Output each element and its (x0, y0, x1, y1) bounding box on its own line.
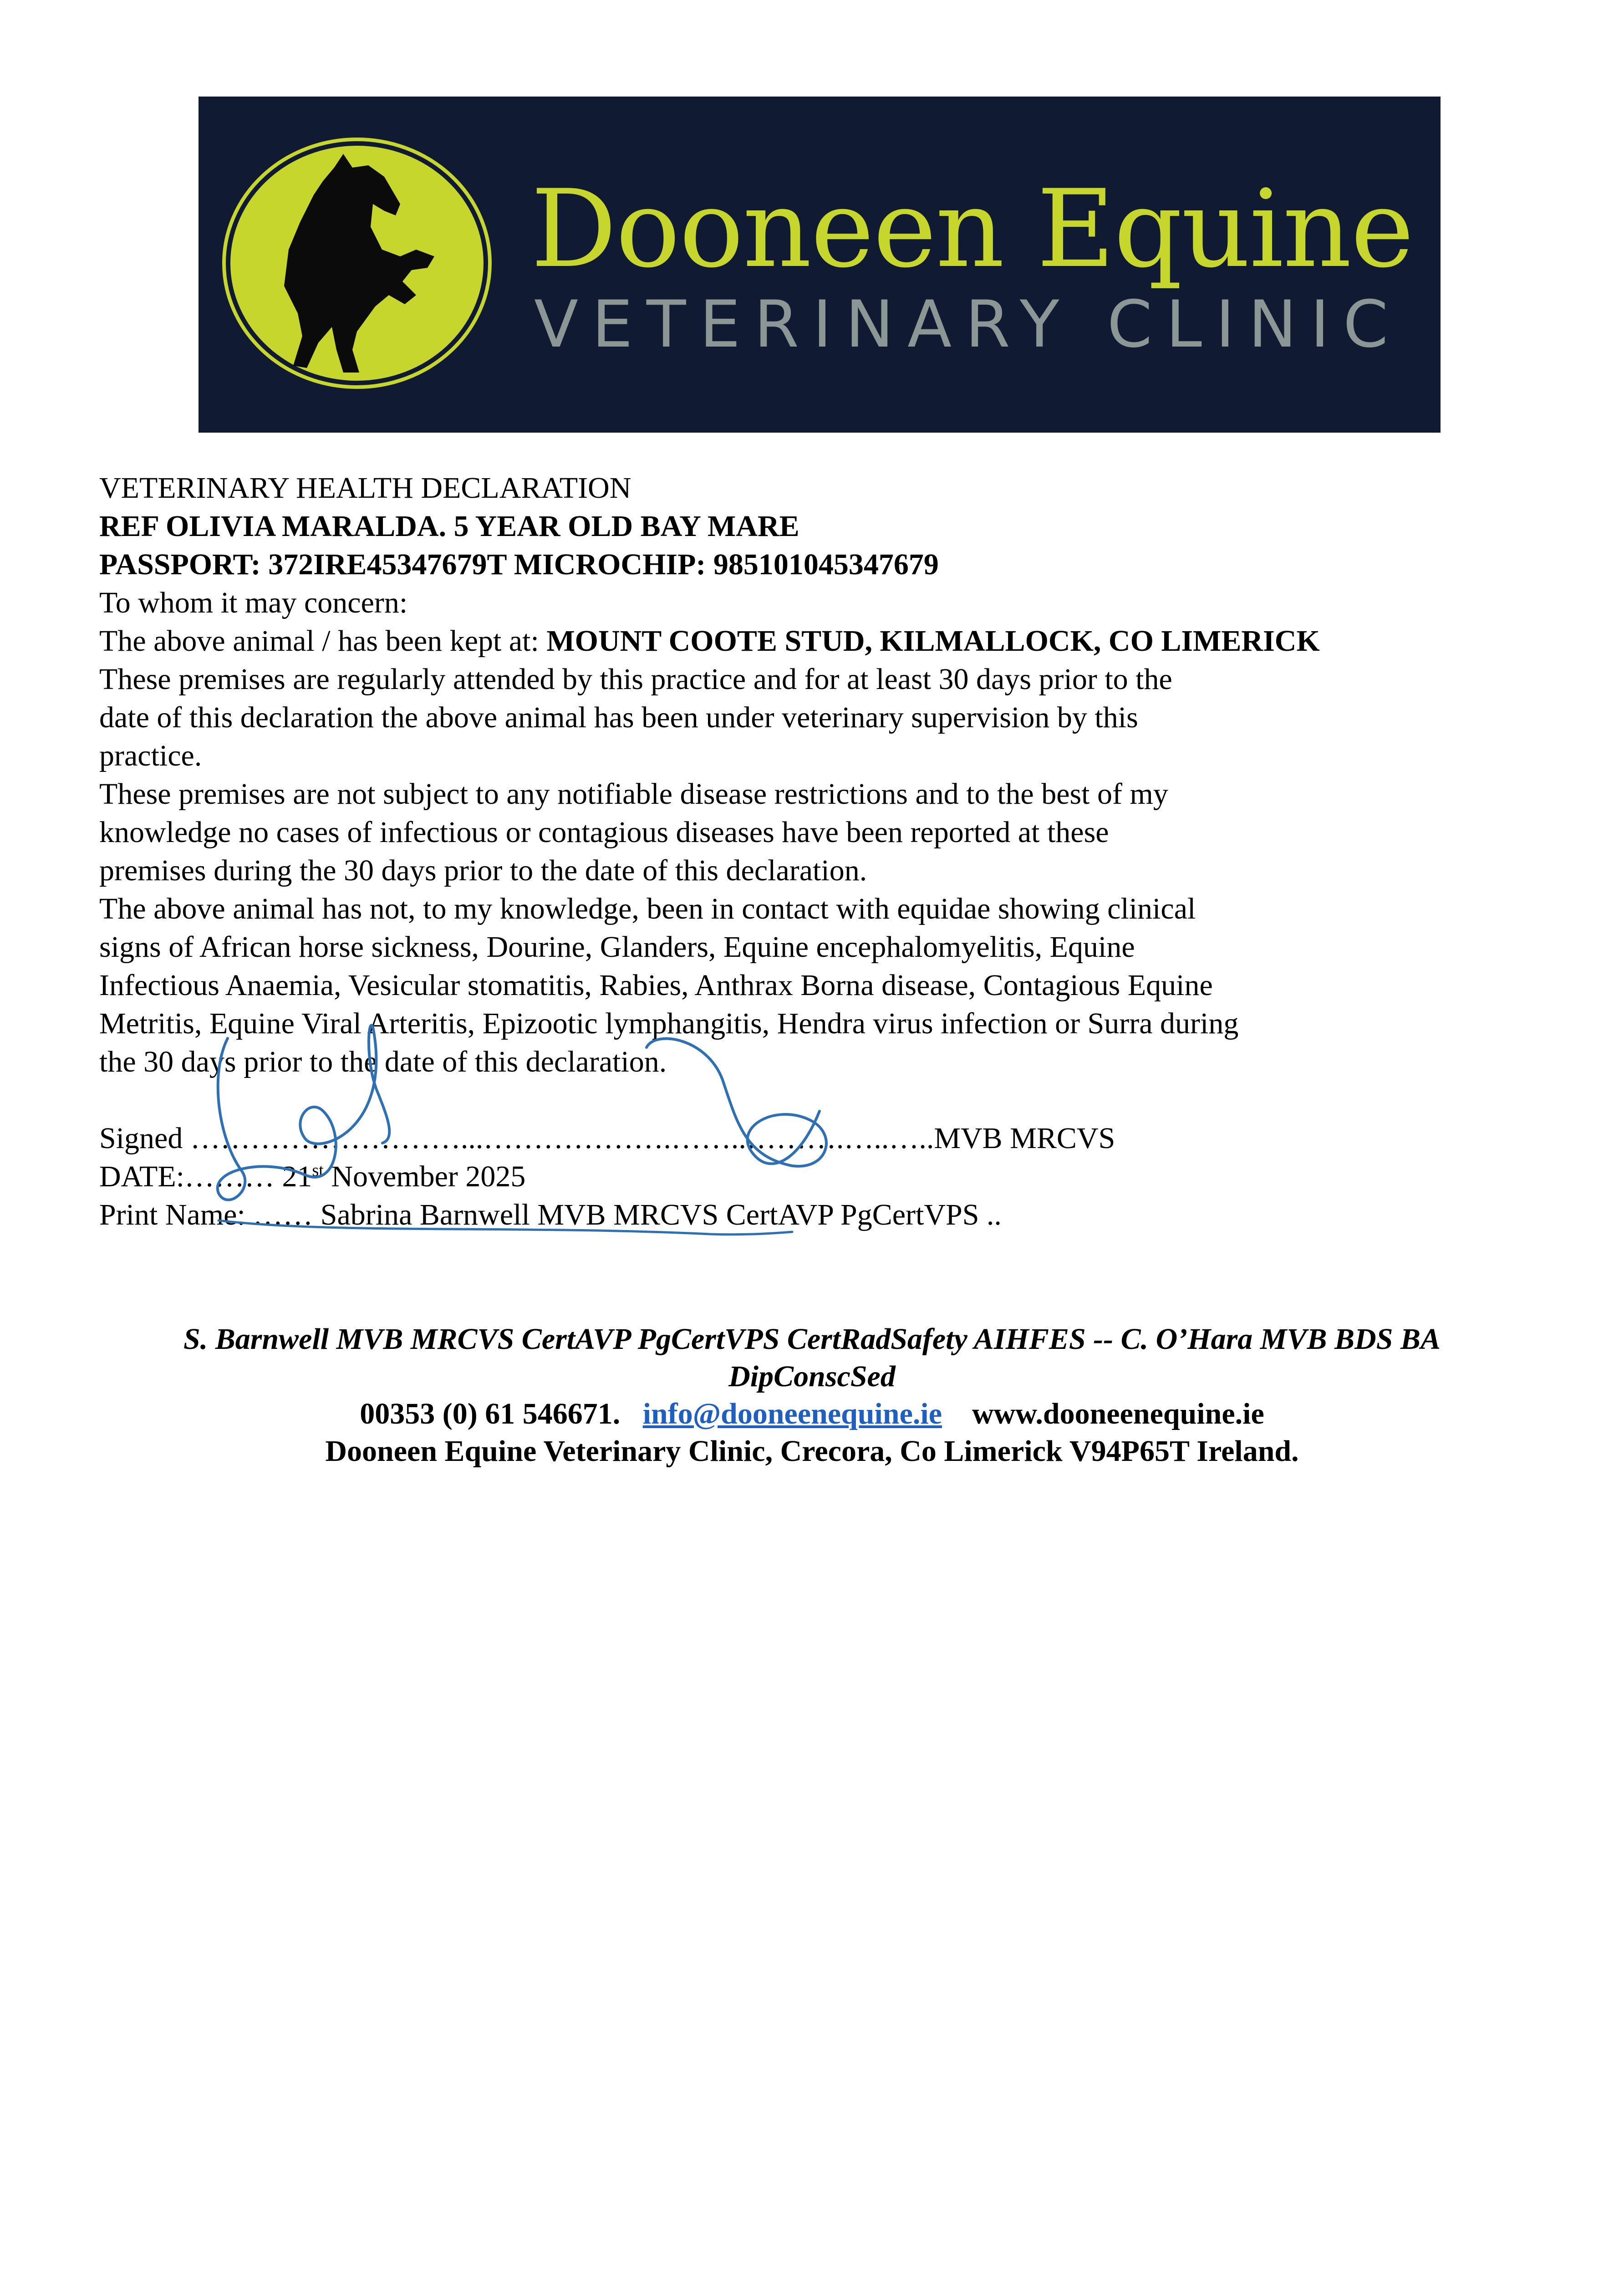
document-title: VETERINARY HEALTH DECLARATION (99, 471, 631, 505)
paragraph-line: practice. (99, 739, 202, 772)
phone-number: 00353 (0) 61 546671. (360, 1397, 621, 1430)
paragraph-line: The above animal has not, to my knowledge, been in contact with equidae showing clinical (99, 892, 1196, 925)
paragraph-line: date of this declaration the above animal has been under veterinary supervision by this (99, 701, 1138, 734)
email-link[interactable]: info@dooneenequine.ie (642, 1397, 942, 1430)
date-ordinal: st (312, 1161, 324, 1180)
paragraph-line: knowledge no cases of infectious or contagious diseases have been reported at these (99, 816, 1109, 849)
print-name-line: Print Name: …… Sabrina Barnwell MVB MRCVS CertAVP PgCertVPS .. (99, 1198, 1002, 1231)
contact-line (91, 1395, 1533, 1433)
signed-line: Signed ………………………...……………….……..……….…..…..MVB MRCVS (99, 1122, 1115, 1155)
rearing-horse-icon (220, 136, 494, 391)
kept-at-prefix: The above animal / has been kept at: (99, 624, 547, 658)
paragraph-line: the 30 days prior to the date of this declaration. (99, 1045, 667, 1078)
paragraph-line: signs of African horse sickness, Dourine, Glanders, Equine encephalomyelitis, Equine (99, 930, 1135, 964)
website-text: www.dooneenequine.ie (972, 1397, 1264, 1430)
kept-at-line (99, 622, 1511, 660)
footer (91, 1321, 1533, 1470)
kept-at-location: MOUNT COOTE STUD, KILMALLOCK, CO LIMERICK (546, 624, 1320, 658)
paragraph-line: These premises are regularly attended by this practice and for at least 30 days prior to the (99, 663, 1172, 696)
paragraph-line: premises during the 30 days prior to the date of this declaration. (99, 854, 867, 887)
passport-line: PASSPORT: 372IRE45347679T MICROCHIP: 985101045347679 (99, 548, 939, 581)
header-banner (199, 97, 1441, 433)
paragraph-line: Infectious Anaemia, Vesicular stomatitis, Rabies, Anthrax Borna disease, Contagious Equine (99, 969, 1213, 1002)
clinic-name: Dooneen Equine (531, 167, 1413, 291)
address-line: Dooneen Equine Veterinary Clinic, Crecora, Co Limerick V94P65T Ireland. (325, 1435, 1299, 1468)
date-suffix: November 2025 (323, 1160, 526, 1193)
vets-credentials-line: S. Barnwell MVB MRCVS CertAVP PgCertVPS CertRadSafety AIHFES -- C. O’Hara MVB BDS BA (183, 1322, 1441, 1356)
reference-line: REF OLIVIA MARALDA. 5 YEAR OLD BAY MARE (99, 510, 799, 543)
vets-credentials-line: DipConscSed (728, 1360, 896, 1393)
salutation: To whom it may concern: (99, 586, 408, 619)
paragraph-line: These premises are not subject to any notifiable disease restrictions and to the best of my (99, 777, 1168, 811)
paragraph-line: Metritis, Equine Viral Arteritis, Epizootic lymphangitis, Hendra virus infection or Surra during (99, 1007, 1239, 1040)
date-prefix: DATE:……… 21 (99, 1160, 312, 1193)
handwritten-signature (200, 1020, 883, 1248)
clinic-subtitle: VETERINARY CLINIC (534, 287, 1402, 362)
